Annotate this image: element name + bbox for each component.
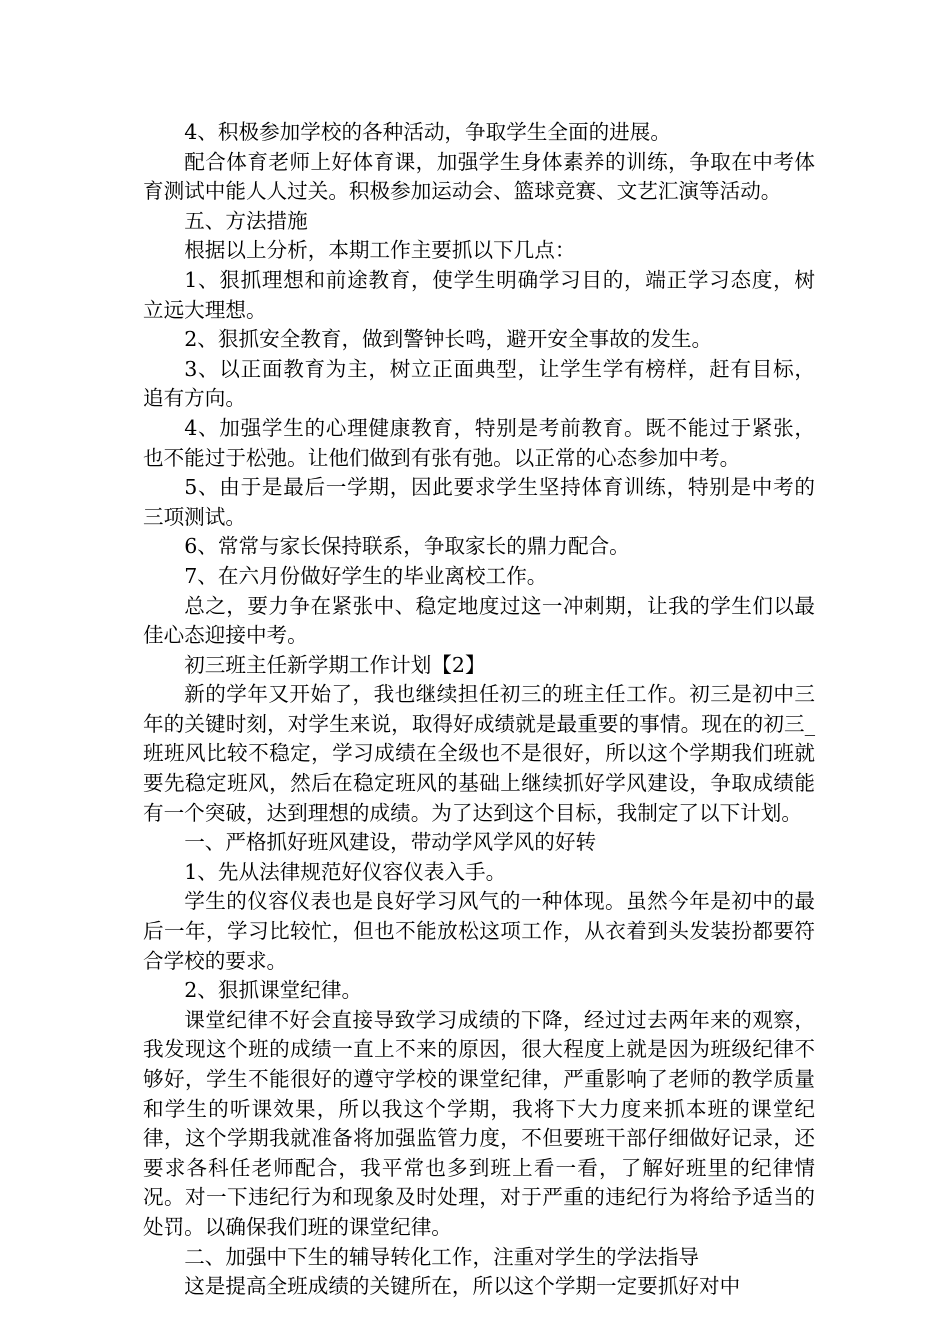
paragraph-tutoring: 这是提高全班成绩的关键所在，所以这个学期一定要抓好对中 (184, 1274, 741, 1299)
section-heading-methods: 五、方法措施 (184, 208, 308, 233)
list-item-ideals: 1、狠抓理想和前途教育，使学生明确学习目的，端正学习态度，树立远大理想。 (143, 267, 815, 322)
list-item-safety: 2、狠抓安全教育，做到警钟长鸣，避开安全事故的发生。 (184, 327, 713, 352)
section-heading-class-style: 一、严格抓好班风建设，带动学风学风的好转 (184, 830, 597, 855)
list-item-mental-health: 4、加强学生的心理健康教育，特别是考前教育。既不能过于紧张，也不能过于松弛。让他们做到有张有弛。以正常的心态参加中考。 (143, 415, 815, 470)
paragraph-activities: 4、积极参加学校的各种活动，争取学生全面的进展。 (184, 120, 671, 144)
section-title-plan-2: 初三班主任新学期工作计划【2】 (184, 652, 486, 677)
list-item-graduation: 7、在六月份做好学生的毕业离校工作。 (184, 563, 548, 588)
paragraph-new-year: 新的学年又开始了，我也继续担任初三的班主任工作。初三是初中三年的关键时刻，对学生来说，取得好成绩就是最重要的事情。现在的初三_班班风比较不稳定，学习成绩在全级也不是很好，所以这个学期我们班就要先稳定班风，然后在稳定班风的基础上继续抓好学风建设，争取成绩能有一个突破，达到理想的成绩。为了达到这个目标，我制定了以下计划。 (143, 682, 815, 825)
paragraph-appearance: 学生的仪容仪表也是良好学习风气的一种体现。虽然今年是初中的最后一年，学习比较忙，但也不能放松这项工作，从衣着到头发装扮都要符合学校的要求。 (143, 889, 815, 973)
list-item-appearance: 1、先从法律规范好仪容仪表入手。 (184, 859, 507, 884)
paragraph-summary: 总之，要力争在紧张中、稳定地度过这一冲刺期，让我的学生们以最佳心态迎接中考。 (143, 593, 815, 648)
list-item-discipline: 2、狠抓课堂纪律。 (184, 978, 363, 1003)
list-item-parents: 6、常常与家长保持联系，争取家长的鼎力配合。 (184, 534, 630, 559)
list-item-pe-training: 5、由于是最后一学期，因此要求学生坚持体育训练，特别是中考的三项测试。 (143, 475, 815, 529)
paragraph-discipline: 课堂纪律不好会直接导致学习成绩的下降，经过过去两年来的观察，我发现这个班的成绩一直上不来的原因，很大程度上就是因为班级纪律不够好，学生不能很好的遵守学校的课堂纪律，严重影响了老师的教学质量和学生的听课效果，所以我这个学期，我将下大力度来抓本班的课堂纪律，这个学期我就准备将加强监管力度，不但要班干部仔细做好记录，还要求各科任老师配合，我平常也多到班上看一看，了解好班里的纪律情况。对一下违纪行为和现象及时处理，对于严重的违纪行为将给予适当的处罚。以确保我们班的课堂纪律。 (143, 1007, 815, 1239)
list-item-positive-education: 3、以正面教育为主，树立正面典型，让学生学有榜样，赶有目标，追有方向。 (143, 356, 815, 411)
paragraph-intro-points: 根据以上分析，本期工作主要抓以下几点： (184, 238, 576, 263)
section-heading-tutoring: 二、加强中下生的辅导转化工作，注重对学生的学法指导 (184, 1244, 700, 1269)
paragraph-pe-class: 配合体育老师上好体育课，加强学生身体素养的训练，争取在中考体育测试中能人人过关。积极参加运动会、篮球竞赛、文艺汇演等活动。 (143, 149, 815, 204)
document-page (143, 118, 815, 1302)
